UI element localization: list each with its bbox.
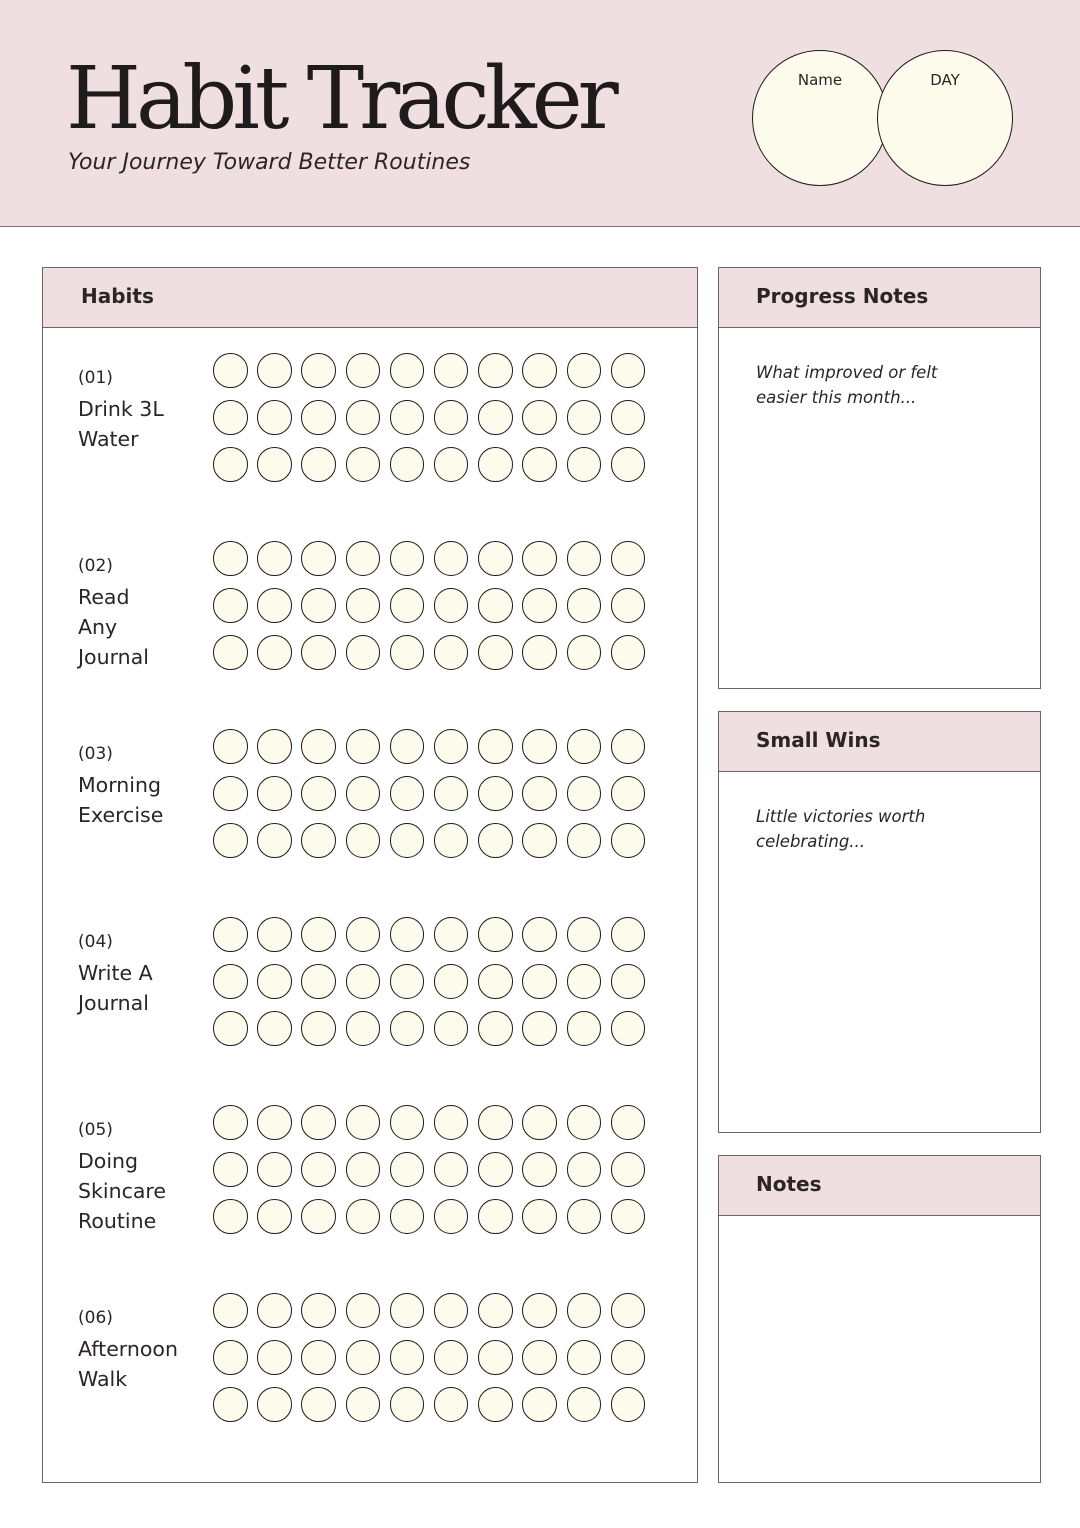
habit-checkbox[interactable] [434,823,469,858]
habit-checkbox[interactable] [301,588,336,623]
habit-checkbox-grid [213,1105,645,1234]
habit-checkbox[interactable] [213,823,248,858]
habit-checkbox[interactable] [478,776,513,811]
habit-checkbox[interactable] [257,1199,292,1234]
habit-checkbox[interactable] [522,964,557,999]
habit-checkbox[interactable] [567,1387,602,1422]
habit-checkbox-grid [213,541,645,670]
habit-checkbox[interactable] [478,964,513,999]
habit-checkbox[interactable] [434,1293,469,1328]
habit-number: (02) [78,556,113,576]
habit-checkbox[interactable] [346,353,381,388]
habit-checkbox[interactable] [390,823,425,858]
habit-checkbox[interactable] [346,1340,381,1375]
habit-checkbox[interactable] [213,917,248,952]
habit-checkbox[interactable] [611,635,646,670]
habit-checkbox[interactable] [434,1387,469,1422]
habit-row [43,367,697,507]
habit-checkbox[interactable] [301,1293,336,1328]
habit-label [78,1119,228,1236]
habit-checkbox[interactable] [522,635,557,670]
habit-checkbox[interactable] [567,1105,602,1140]
habit-checkbox[interactable] [390,1340,425,1375]
habit-checkbox[interactable] [434,1011,469,1046]
habit-row [43,555,697,695]
small-wins-title: Small Wins [719,712,1040,772]
habit-checkbox[interactable] [301,1011,336,1046]
habit-checkbox[interactable] [257,1340,292,1375]
habit-checkbox[interactable] [567,1199,602,1234]
habit-checkbox[interactable] [213,1340,248,1375]
habit-checkbox[interactable] [434,776,469,811]
habit-checkbox[interactable] [257,1387,292,1422]
habit-name-line: Write A [78,961,153,985]
habit-checkbox[interactable] [478,917,513,952]
habit-checkbox[interactable] [434,917,469,952]
habit-checkbox[interactable] [611,1387,646,1422]
habit-checkbox[interactable] [478,1340,513,1375]
habit-checkbox[interactable] [567,1340,602,1375]
habit-checkbox[interactable] [301,917,336,952]
habit-checkbox[interactable] [257,776,292,811]
habit-checkbox[interactable] [390,447,425,482]
habit-checkbox[interactable] [567,588,602,623]
habit-checkbox[interactable] [301,353,336,388]
name-field-circle[interactable] [752,50,888,186]
habit-checkbox[interactable] [346,729,381,764]
habit-checkbox[interactable] [434,635,469,670]
habit-checkbox[interactable] [522,917,557,952]
habit-checkbox[interactable] [611,541,646,576]
habit-checkbox[interactable] [434,353,469,388]
habit-checkbox[interactable] [301,823,336,858]
habit-checkbox[interactable] [611,917,646,952]
habit-checkbox[interactable] [301,1105,336,1140]
habit-checkbox[interactable] [522,729,557,764]
habit-checkbox[interactable] [390,1105,425,1140]
habit-checkbox[interactable] [522,447,557,482]
habit-checkbox[interactable] [522,1293,557,1328]
habit-name-line: Walk [78,1367,128,1391]
habit-checkbox[interactable] [434,400,469,435]
habit-checkbox[interactable] [434,1105,469,1140]
habit-checkbox[interactable] [478,353,513,388]
habit-checkbox[interactable] [522,1152,557,1187]
habit-label [78,743,228,830]
habit-row [43,1307,697,1447]
habit-checkbox[interactable] [301,541,336,576]
habit-checkbox[interactable] [478,1387,513,1422]
habit-checkbox[interactable] [567,353,602,388]
day-field-label: DAY [930,71,960,89]
small-wins-prompt: Little victories worth celebrating... [756,807,926,851]
habit-checkbox[interactable] [567,400,602,435]
habit-checkbox[interactable] [567,541,602,576]
habit-name-line: Any [78,615,118,639]
habit-checkbox[interactable] [611,823,646,858]
habit-checkbox[interactable] [346,541,381,576]
habit-checkbox[interactable] [434,1340,469,1375]
habit-checkbox[interactable] [390,917,425,952]
habit-checkbox[interactable] [346,1105,381,1140]
habit-checkbox[interactable] [346,1152,381,1187]
habit-checkbox[interactable] [346,964,381,999]
habit-checkbox[interactable] [213,1152,248,1187]
habit-checkbox[interactable] [611,729,646,764]
habit-checkbox[interactable] [390,635,425,670]
habit-checkbox[interactable] [611,1340,646,1375]
habit-checkbox[interactable] [434,1199,469,1234]
habit-checkbox[interactable] [301,1387,336,1422]
progress-notes-panel[interactable] [718,267,1041,689]
habit-checkbox[interactable] [301,1340,336,1375]
habit-name-line: Read [78,585,130,609]
habit-checkbox[interactable] [522,1105,557,1140]
habit-checkbox[interactable] [257,1105,292,1140]
habit-row [43,931,697,1071]
habit-checkbox[interactable] [213,588,248,623]
habits-panel-title: Habits [43,268,697,328]
habit-number: (03) [78,744,113,764]
habit-checkbox[interactable] [346,776,381,811]
habit-checkbox[interactable] [346,635,381,670]
habit-checkbox[interactable] [522,776,557,811]
habit-checkbox[interactable] [390,1011,425,1046]
habit-checkbox[interactable] [611,964,646,999]
habit-checkbox[interactable] [257,447,292,482]
progress-notes-prompt: What improved or felt easier this month... [756,363,938,407]
habit-row [43,1119,697,1259]
habit-checkbox[interactable] [434,1152,469,1187]
habit-checkbox-grid [213,353,645,482]
habit-label [78,1307,228,1394]
habit-checkbox[interactable] [611,588,646,623]
habit-name-line: Doing [78,1149,139,1173]
habit-checkbox[interactable] [213,1105,248,1140]
habit-checkbox[interactable] [346,823,381,858]
habit-checkbox[interactable] [346,1199,381,1234]
habit-checkbox[interactable] [567,823,602,858]
habit-name-line: Water [78,427,139,451]
habit-checkbox[interactable] [522,588,557,623]
habit-checkbox[interactable] [213,1387,248,1422]
habit-checkbox[interactable] [522,1340,557,1375]
habit-name-line: Journal [78,991,149,1015]
name-field-label: Name [797,71,843,89]
habit-name-line: Routine [78,1209,157,1233]
habit-checkbox[interactable] [390,588,425,623]
habit-checkbox[interactable] [611,353,646,388]
habit-checkbox[interactable] [301,447,336,482]
habit-checkbox[interactable] [522,353,557,388]
habit-checkbox[interactable] [567,635,602,670]
habit-checkbox[interactable] [567,776,602,811]
habit-checkbox[interactable] [301,776,336,811]
habit-checkbox[interactable] [390,1199,425,1234]
habit-checkbox[interactable] [390,729,425,764]
habit-name-line: Journal [78,645,149,669]
habit-checkbox[interactable] [522,1387,557,1422]
habit-checkbox[interactable] [567,729,602,764]
habit-checkbox[interactable] [301,729,336,764]
habit-checkbox[interactable] [213,729,248,764]
habit-checkbox[interactable] [390,1293,425,1328]
habit-checkbox[interactable] [257,964,292,999]
habit-checkbox[interactable] [213,635,248,670]
habit-checkbox[interactable] [434,447,469,482]
habit-number: (01) [78,368,113,388]
habit-checkbox[interactable] [213,964,248,999]
habit-checkbox[interactable] [213,1011,248,1046]
habit-checkbox[interactable] [478,1152,513,1187]
habit-checkbox[interactable] [390,400,425,435]
habit-checkbox[interactable] [434,964,469,999]
habit-checkbox[interactable] [567,1293,602,1328]
habit-checkbox[interactable] [390,1152,425,1187]
habit-checkbox[interactable] [611,1105,646,1140]
habit-checkbox[interactable] [478,541,513,576]
notes-title: Notes [719,1156,1040,1216]
habit-checkbox[interactable] [213,1199,248,1234]
habit-checkbox[interactable] [346,588,381,623]
habit-checkbox[interactable] [213,1293,248,1328]
habit-label [78,367,228,454]
habit-checkbox[interactable] [346,1293,381,1328]
habit-checkbox[interactable] [478,447,513,482]
habit-checkbox-grid [213,917,645,1046]
habit-checkbox[interactable] [301,400,336,435]
habit-checkbox[interactable] [434,729,469,764]
habit-checkbox[interactable] [478,1105,513,1140]
habit-checkbox[interactable] [567,964,602,999]
habit-checkbox-grid [213,729,645,858]
habit-name-line: Skincare [78,1179,166,1203]
habit-checkbox[interactable] [257,1152,292,1187]
habit-checkbox[interactable] [567,447,602,482]
habit-checkbox[interactable] [346,1011,381,1046]
habit-checkbox[interactable] [390,1387,425,1422]
habit-label [78,931,228,1018]
habit-label [78,555,228,672]
habit-checkbox[interactable] [611,776,646,811]
habit-checkbox[interactable] [390,541,425,576]
habit-checkbox[interactable] [522,400,557,435]
habit-checkbox[interactable] [567,917,602,952]
habit-row [43,743,697,883]
habit-checkbox[interactable] [522,823,557,858]
habit-checkbox[interactable] [257,1293,292,1328]
small-wins-panel[interactable] [718,711,1041,1133]
habit-checkbox[interactable] [522,1011,557,1046]
habit-name-line: Exercise [78,803,164,827]
notes-panel[interactable] [718,1155,1041,1483]
habit-checkbox[interactable] [257,917,292,952]
habit-checkbox[interactable] [257,635,292,670]
habit-checkbox[interactable] [257,729,292,764]
habit-name-line: Morning [78,773,161,797]
habit-checkbox[interactable] [257,1011,292,1046]
habit-checkbox[interactable] [434,541,469,576]
habit-checkbox[interactable] [478,400,513,435]
habit-checkbox[interactable] [434,588,469,623]
habits-panel [42,267,698,1483]
habit-number: (05) [78,1120,113,1140]
habit-checkbox-grid [213,1293,645,1422]
habit-checkbox[interactable] [301,1199,336,1234]
habit-checkbox[interactable] [346,1387,381,1422]
habit-name-line: Drink 3L [78,397,164,421]
habit-checkbox[interactable] [478,1199,513,1234]
page-subtitle: Your Journey Toward Better Routines [68,150,471,175]
habit-checkbox[interactable] [346,447,381,482]
habit-checkbox[interactable] [478,1293,513,1328]
habit-checkbox[interactable] [522,1199,557,1234]
habit-checkbox[interactable] [257,541,292,576]
habit-checkbox[interactable] [346,400,381,435]
habit-checkbox[interactable] [301,1152,336,1187]
habit-checkbox[interactable] [390,776,425,811]
habit-checkbox[interactable] [611,1293,646,1328]
habit-checkbox[interactable] [213,447,248,482]
habit-checkbox[interactable] [611,400,646,435]
habit-checkbox[interactable] [611,1199,646,1234]
habit-number: (06) [78,1308,113,1328]
page-title: Habit Tracker [66,49,614,149]
habit-checkbox[interactable] [213,353,248,388]
habit-checkbox[interactable] [213,776,248,811]
habit-checkbox[interactable] [478,823,513,858]
page-header [0,0,1080,227]
habit-checkbox[interactable] [213,400,248,435]
habit-checkbox[interactable] [611,1152,646,1187]
habit-checkbox[interactable] [346,917,381,952]
habit-checkbox[interactable] [611,1011,646,1046]
habit-checkbox[interactable] [478,588,513,623]
habit-checkbox[interactable] [567,1011,602,1046]
habit-number: (04) [78,932,113,952]
habit-checkbox[interactable] [301,635,336,670]
habit-checkbox[interactable] [390,964,425,999]
habit-checkbox[interactable] [257,400,292,435]
habit-checkbox[interactable] [611,447,646,482]
day-field-circle[interactable] [877,50,1013,186]
habit-checkbox[interactable] [213,541,248,576]
habit-checkbox[interactable] [257,588,292,623]
habit-name-line: Afternoon [78,1337,178,1361]
habit-checkbox[interactable] [478,1011,513,1046]
habit-checkbox[interactable] [257,353,292,388]
habit-checkbox[interactable] [478,635,513,670]
habit-checkbox[interactable] [257,823,292,858]
habit-checkbox[interactable] [390,353,425,388]
habit-checkbox[interactable] [478,729,513,764]
habit-checkbox[interactable] [301,964,336,999]
habit-checkbox[interactable] [567,1152,602,1187]
progress-notes-title: Progress Notes [719,268,1040,328]
habit-checkbox[interactable] [522,541,557,576]
